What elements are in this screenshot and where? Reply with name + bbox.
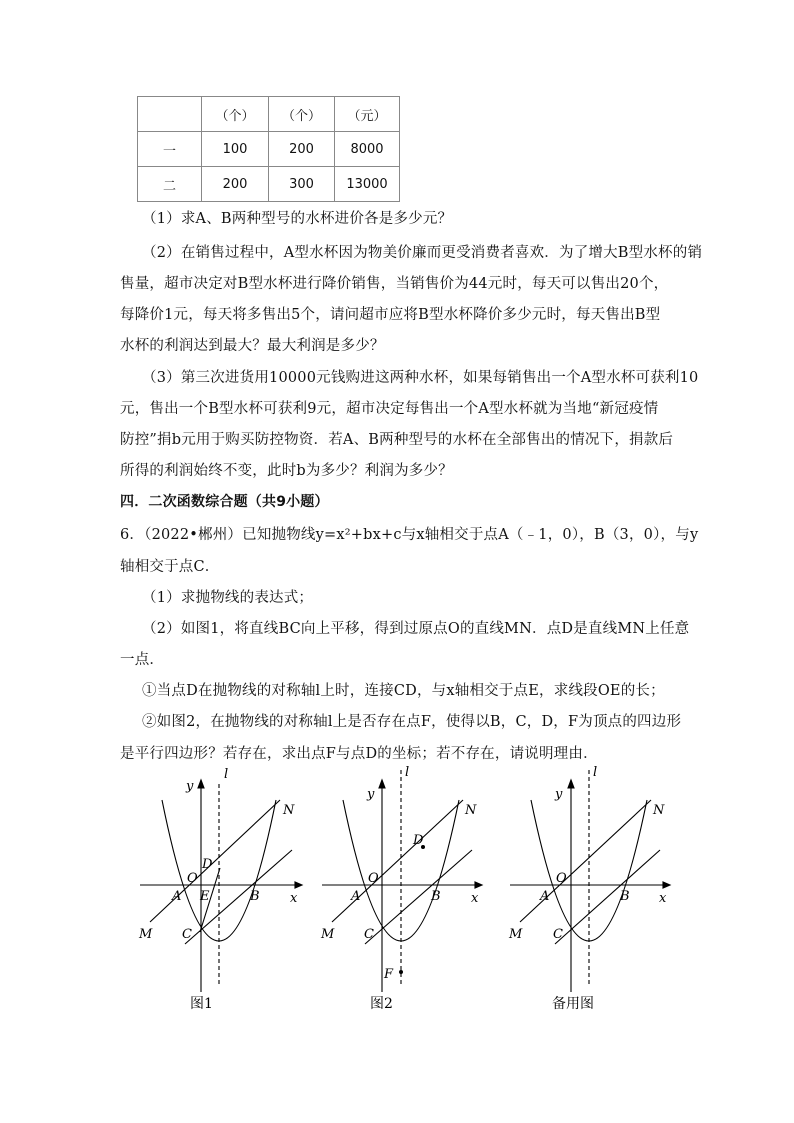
fig-label: l bbox=[593, 765, 598, 780]
fig-label: M bbox=[139, 927, 153, 942]
line-mn bbox=[150, 800, 280, 922]
problem-6-line: ①当点D在抛物线的对称轴l上时，连接CD，与x轴相交于点E，求线段OE的长； bbox=[142, 683, 665, 699]
fig-label: B bbox=[620, 889, 630, 904]
fig-label: A bbox=[351, 889, 361, 904]
fig-label: N bbox=[283, 803, 295, 818]
fig-label: C bbox=[364, 927, 374, 942]
fig-label: y bbox=[555, 787, 563, 802]
table-cell: （个） bbox=[269, 97, 335, 132]
fig-label: C bbox=[553, 927, 563, 942]
question-5-3-line: 元，售出一个B型水杯可获利9元，超市决定每售出一个A型水杯就为当地“新冠疫情 bbox=[120, 401, 659, 417]
table-cell: 8000 bbox=[335, 132, 400, 167]
fig-label: D bbox=[202, 857, 213, 872]
table-cell: （元） bbox=[335, 97, 400, 132]
fig-label: x bbox=[659, 891, 667, 906]
figure-1 bbox=[130, 762, 310, 1022]
table-cell: 300 bbox=[269, 167, 335, 202]
question-5-1: （1）求A、B两种型号的水杯进价各是多少元？ bbox=[142, 211, 453, 227]
fig-label: N bbox=[465, 803, 477, 818]
point-f bbox=[399, 970, 403, 974]
problem-6-line: 6．（2022•郴州）已知抛物线y=x²+bx+c与x轴相交于点A（﹣1，0），B（3，0），与y bbox=[120, 527, 699, 543]
fig-label: N bbox=[653, 803, 665, 818]
table-cell: 200 bbox=[269, 132, 335, 167]
fig-label: B bbox=[250, 889, 260, 904]
x-axis-arrow bbox=[663, 882, 670, 888]
table-cell: （个） bbox=[202, 97, 269, 132]
fig-label: D bbox=[413, 833, 424, 848]
table-cell: 13000 bbox=[335, 167, 400, 202]
table-cell: 二 bbox=[138, 167, 202, 202]
figure-caption: 备用图 bbox=[552, 996, 594, 1012]
table-row bbox=[138, 132, 400, 167]
table-cell: 200 bbox=[202, 167, 269, 202]
table-cell: 一 bbox=[138, 132, 202, 167]
section-heading: 四．二次函数综合题（共9小题） bbox=[120, 494, 329, 510]
fig-label: O bbox=[556, 871, 567, 886]
question-5-3-line: 防控”捐b元用于购买防控物资．若A、B两种型号的水杯在全部售出的情况下，捐款后 bbox=[120, 432, 674, 448]
fig-label: l bbox=[224, 767, 229, 782]
problem-6-line: 一点． bbox=[120, 652, 165, 668]
y-axis-arrow bbox=[568, 780, 574, 788]
x-axis-arrow bbox=[295, 882, 302, 888]
figure-caption: 图2 bbox=[370, 996, 393, 1012]
fig-label: C bbox=[182, 927, 192, 942]
fig-label: x bbox=[290, 891, 298, 906]
fig-label: E bbox=[200, 889, 210, 904]
fig-label: y bbox=[186, 779, 194, 794]
fig-label: B bbox=[431, 889, 441, 904]
purchase-table bbox=[137, 96, 400, 202]
question-5-2-line: 售量，超市决定对B型水杯进行降价销售，当销售价为44元时，每天可以售出20个， bbox=[120, 276, 669, 292]
table-row bbox=[138, 167, 400, 202]
fig-label: M bbox=[321, 927, 335, 942]
table-cell bbox=[138, 97, 202, 132]
problem-6-line: （1）求抛物线的表达式； bbox=[142, 590, 314, 606]
line-bc bbox=[365, 850, 472, 944]
figure-backup bbox=[500, 762, 680, 1022]
problem-6-line: （2）如图1，将直线BC向上平移，得到过原点O的直线MN．点D是直线MN上任意 bbox=[142, 621, 690, 637]
question-5-2-line: 每降价1元，每天将多售出5个，请问超市应将B型水杯降价多少元时，每天售出B型 bbox=[120, 307, 661, 323]
y-axis-arrow bbox=[198, 780, 204, 788]
fig-label: A bbox=[540, 889, 550, 904]
figure-2 bbox=[310, 762, 490, 1022]
question-5-2-line: 水杯的利润达到最大？最大利润是多少？ bbox=[120, 338, 385, 354]
fig-label: A bbox=[172, 889, 182, 904]
fig-label: O bbox=[187, 871, 198, 886]
fig-label: l bbox=[405, 765, 410, 780]
question-5-3-line: （3）第三次进货用10000元钱购进这两种水杯，如果每销售出一个A型水杯可获利10 bbox=[142, 370, 699, 386]
y-axis-arrow bbox=[379, 780, 385, 788]
fig-label: M bbox=[509, 927, 523, 942]
problem-6-line: ②如图2，在抛物线的对称轴l上是否存在点F，使得以B，C，D，F为顶点的四边形 bbox=[142, 714, 682, 730]
problem-6-line: 是平行四边形？若存在，求出点F与点D的坐标；若不存在，请说明理由． bbox=[120, 746, 598, 762]
question-5-3-line: 所得的利润始终不变，此时b为多少？利润为多少？ bbox=[120, 463, 453, 479]
table-header-row bbox=[138, 97, 400, 132]
fig-label: y bbox=[367, 787, 375, 802]
table-cell: 100 bbox=[202, 132, 269, 167]
problem-6-line: 轴相交于点C． bbox=[120, 559, 220, 575]
question-5-2-line: （2）在销售过程中，A型水杯因为物美价廉而更受消费者喜欢．为了增大B型水杯的销 bbox=[142, 245, 703, 261]
fig-label: x bbox=[471, 891, 479, 906]
fig-label: F bbox=[384, 967, 394, 982]
fig-label: O bbox=[368, 871, 379, 886]
x-axis-arrow bbox=[475, 882, 482, 888]
figure-caption: 图1 bbox=[190, 996, 213, 1012]
